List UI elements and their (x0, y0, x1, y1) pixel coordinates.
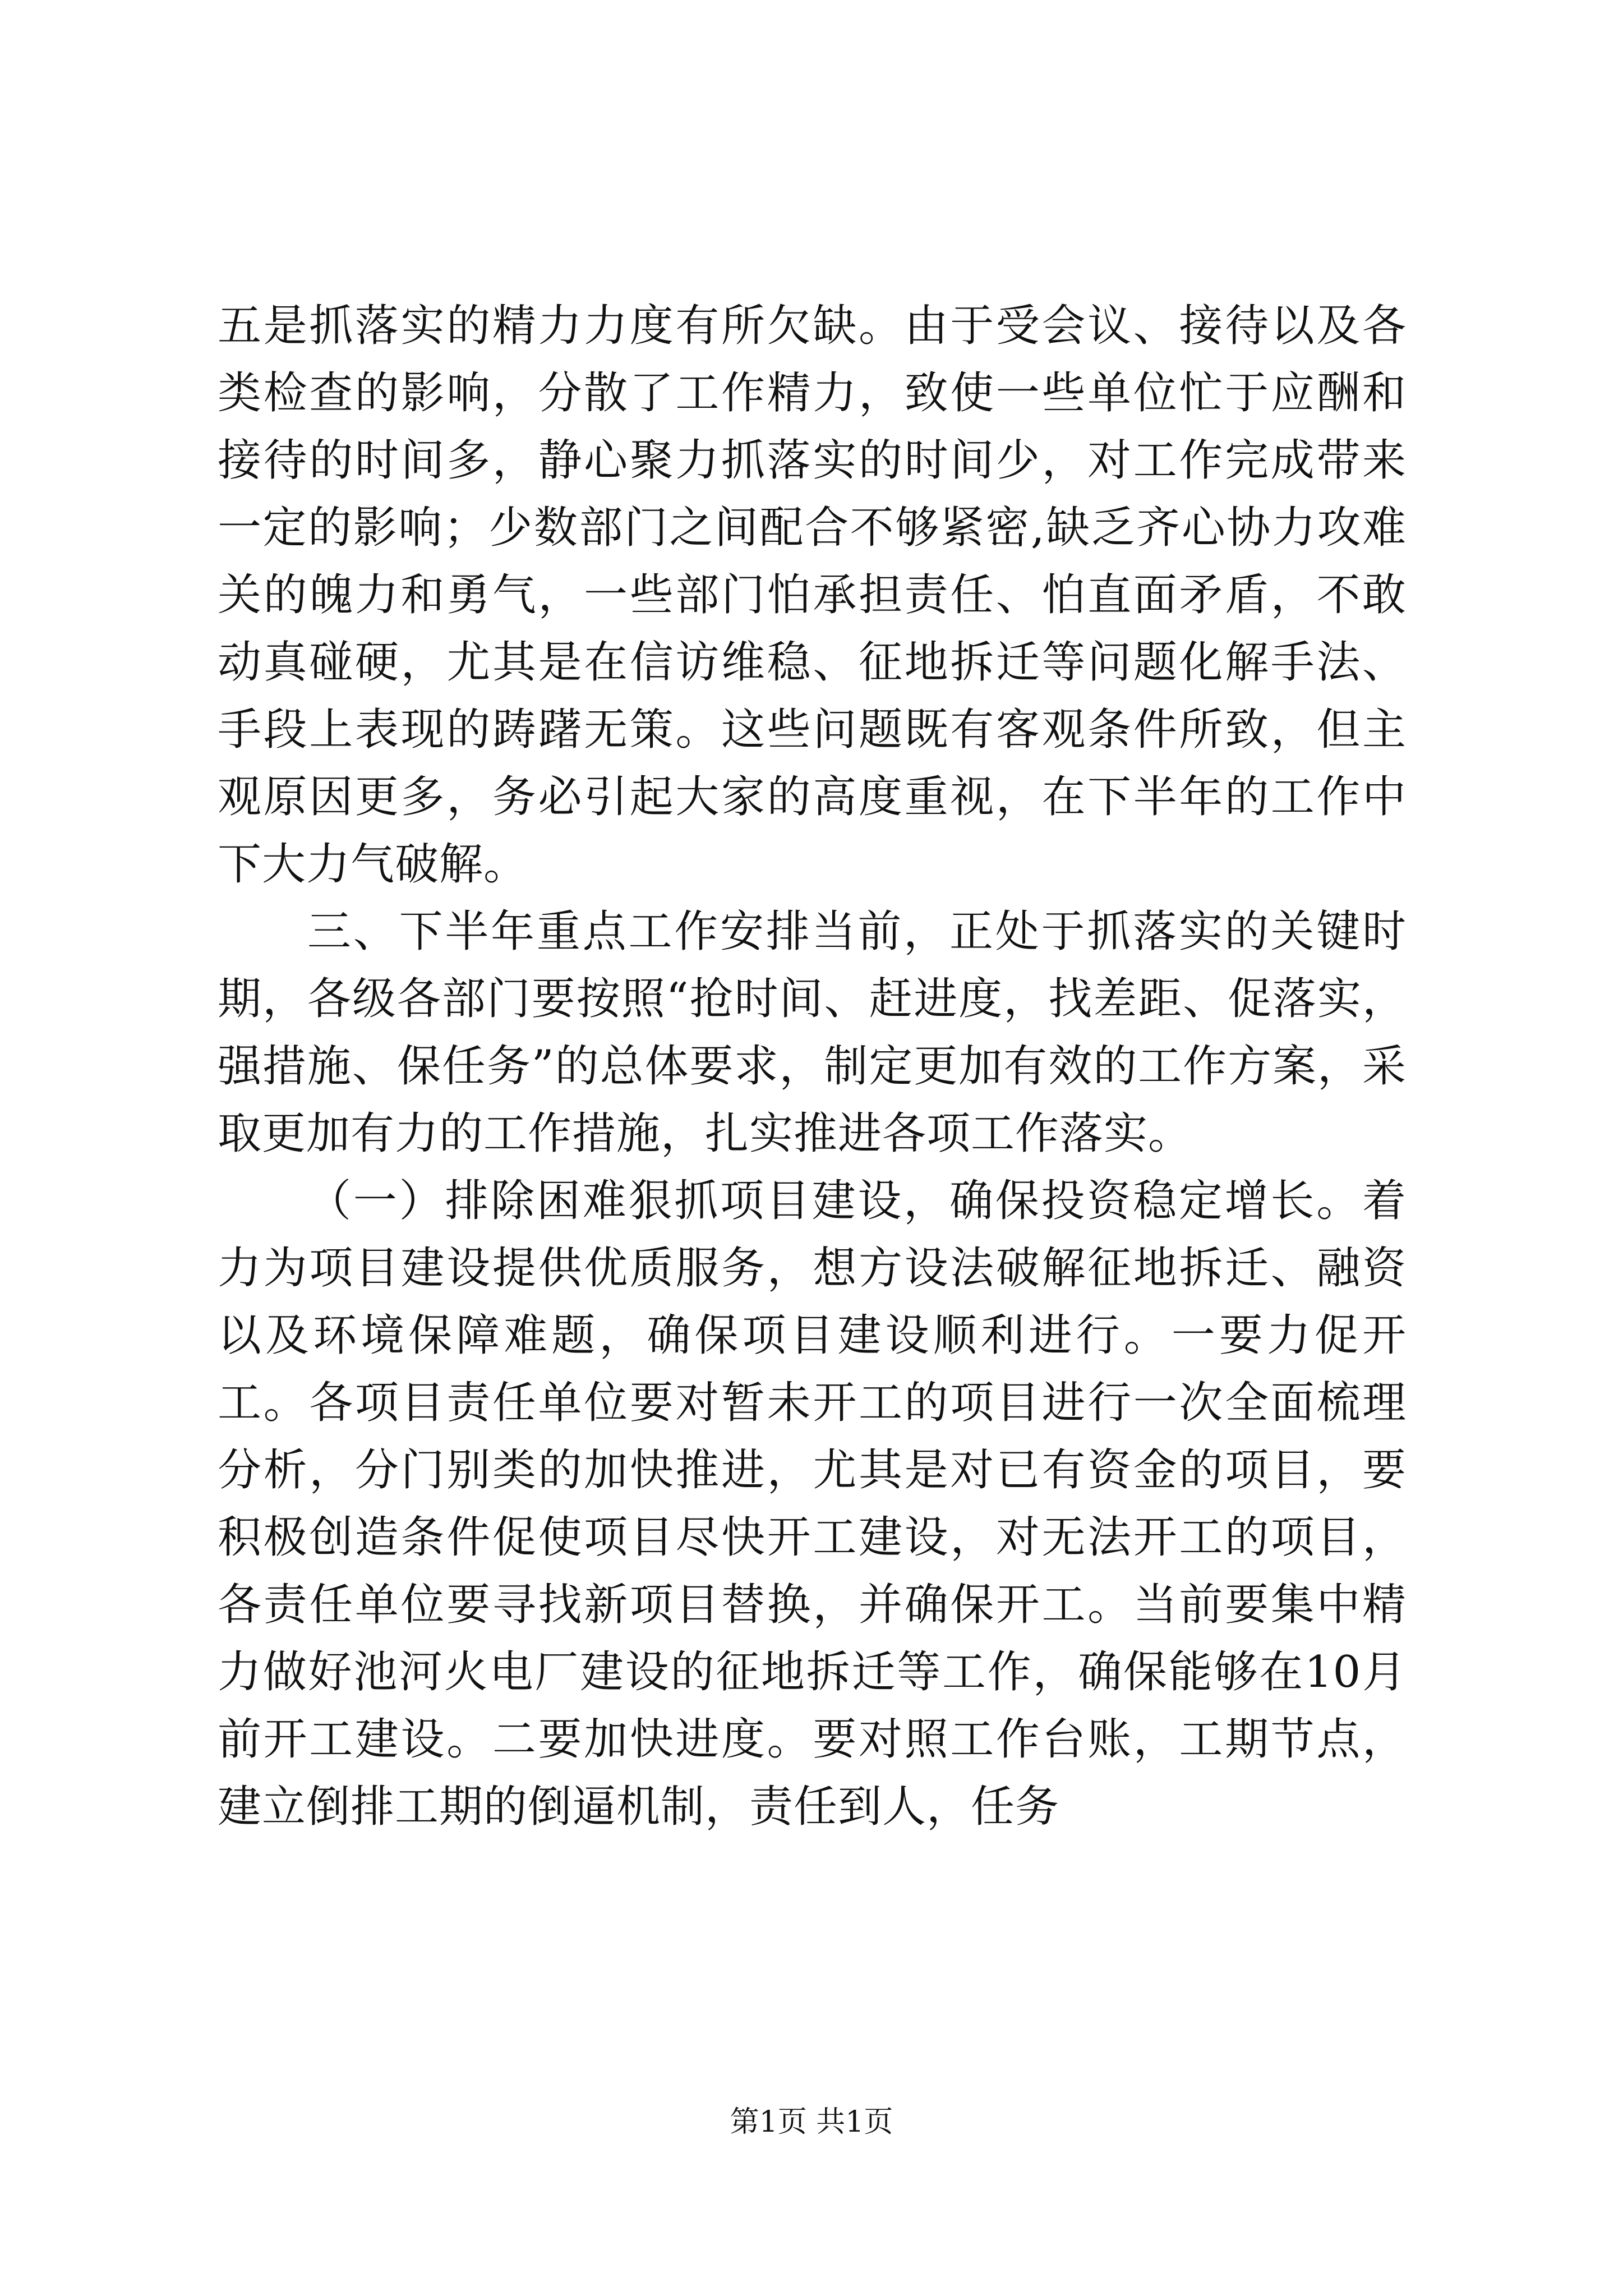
paragraph-1: 五是抓落实的精力力度有所欠缺。由于受会议、接待以及各类检查的影响，分散了工作精力，致使一些单位忙于应酬和接待的时间多，静心聚力抓落实的时间少，对工作完成带来一定的影响；少数部门之间配合不够紧密,缺乏齐心协力攻难关的魄力和勇气，一些部门怕承担责任、怕直面矛盾，不敢动真碰硬，尤其是在信访维稳、征地拆迁等问题化解手法、手段上表现的踌躇无策。这些问题既有客观条件所致，但主观原因更多，务必引起大家的高度重视，在下半年的工作中下大力气破解。 (218, 301, 1407, 890)
document-body (218, 292, 1407, 1841)
page-footer: 第1页 共1页 (730, 2105, 893, 2139)
paragraph-3: （一）排除困难狠抓项目建设，确保投资稳定增长。着力为项目建设提供优质服务，想方设法破解征地拆迁、融资以及环境保障难题，确保项目建设顺利进行。一要力促开工。各项目责任单位要对暂未开工的项目进行一次全面梳理分析，分门别类的加快推进，尤其是对已有资金的项目，要积极创造条件促使项目尽快开工建设，对无法开工的项目，各责任单位要寻找新项目替换，并确保开工。当前要集中精力做好池河火电厂建设的征地拆迁等工作，确保能够在10月前开工建设。二要加快进度。要对照工作台账，工期节点，建立倒排工期的倒逼机制，责任到人，任务 (218, 1176, 1407, 1832)
paragraph-2: 三、下半年重点工作安排当前，正处于抓落实的关键时期，各级各部门要按照“抢时间、赶进度，找差距、促落实，强措施、保任务”的总体要求，制定更加有效的工作方案，采取更加有力的工作措施，扎实推进各项工作落实。 (218, 907, 1407, 1159)
